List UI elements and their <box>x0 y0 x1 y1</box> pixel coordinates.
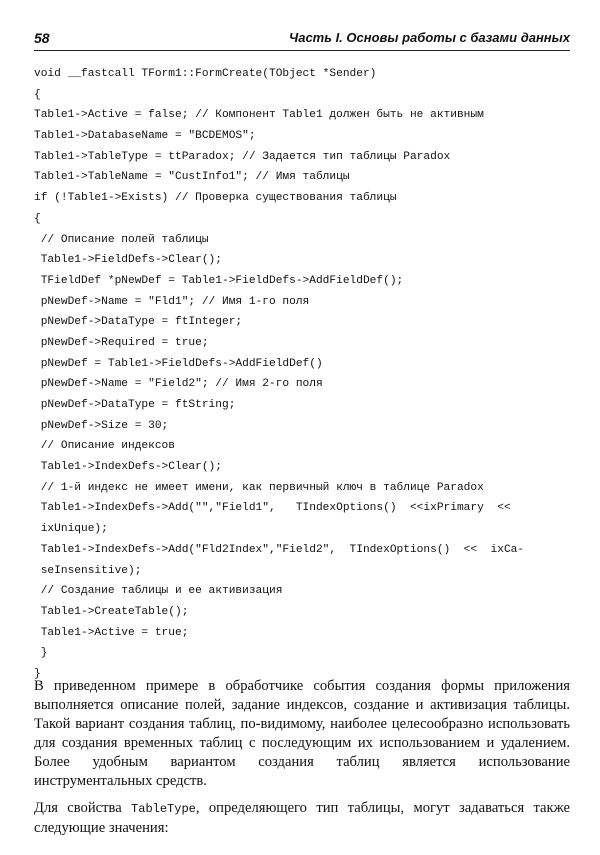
code-line: pNewDef->Required = true; <box>34 336 209 349</box>
code-line: Table1->Active = false; // Компонент Table1 должен быть не активным <box>34 109 484 122</box>
code-line: } <box>34 667 41 680</box>
paragraph-text: , определяющего тип таблицы, могут задаваться также следующие значения: <box>34 800 570 836</box>
header-rule <box>34 50 570 51</box>
code-line: pNewDef->DataType = ftInteger; <box>34 316 243 329</box>
code-line: // Создание таблицы и ее активизация <box>34 585 283 598</box>
page-header <box>34 30 570 50</box>
code-listing <box>34 64 574 685</box>
code-line: pNewDef = Table1->FieldDefs->AddFieldDef() <box>34 357 323 370</box>
paragraph-tabletype <box>34 799 570 838</box>
code-line: // Описание полей таблицы <box>34 233 209 246</box>
code-line: Table1->IndexDefs->Add("Fld2Index","Field2", TIndexOptions() << ixCa- <box>34 543 525 556</box>
code-line: // 1-й индекс не имеет имени, как первичный ключ в таблице Paradox <box>34 481 484 494</box>
code-line: Table1->FieldDefs->Clear(); <box>34 254 222 267</box>
body-text <box>34 677 570 838</box>
code-line: TFieldDef *pNewDef = Table1->FieldDefs->AddFieldDef(); <box>34 274 404 287</box>
code-line: } <box>34 647 48 660</box>
code-line: pNewDef->Name = "Fld1"; // Имя 1-го поля <box>34 295 310 308</box>
code-line: Table1->IndexDefs->Add("","Field1", TIndexOptions() <<ixPrimary << <box>34 502 511 515</box>
code-line: // Описание индексов <box>34 440 175 453</box>
running-head: Часть I. Основы работы с базами данных <box>289 30 570 45</box>
page-number: 58 <box>34 30 50 46</box>
code-line: Table1->TableName = "CustInfo1"; // Имя таблицы <box>34 171 350 184</box>
code-line: ixUnique); <box>34 523 108 536</box>
code-line: pNewDef->DataType = ftString; <box>34 399 236 411</box>
code-line: pNewDef->Size = 30; <box>34 419 169 432</box>
code-line: if (!Table1->Exists) // Проверка существования таблицы <box>34 192 397 205</box>
code-line: seInsensitive); <box>34 564 142 577</box>
code-line: Table1->Active = true; <box>34 626 189 639</box>
code-line: { <box>34 212 41 225</box>
inline-code-tabletype: TableType <box>131 802 196 816</box>
code-line: { <box>34 88 41 101</box>
code-line: Table1->IndexDefs->Clear(); <box>34 461 222 474</box>
code-line: Table1->CreateTable(); <box>34 605 189 618</box>
code-line: Table1->TableType = ttParadox; // Задается тип таблицы Paradox <box>34 150 451 163</box>
paragraph-text: Для свойства <box>34 800 132 816</box>
code-line: pNewDef->Name = "Field2"; // Имя 2-го поля <box>34 378 323 391</box>
paragraph-explanation: В приведенном примере в обработчике события создания формы приложения выполняется описание полей, задание индексов, создание и активизация таблицы. Такой вариант создания таблиц, по-видимому, наиболее целесообразно использовать для создания временных таблиц с последующим их использованием и удалением. Более удобным вариантом создания таблиц является использование инструментальных средств. <box>34 678 570 789</box>
code-line: void __fastcall TForm1::FormCreate(TObject *Sender) <box>34 68 377 80</box>
code-line: Table1->DatabaseName = "BCDEMOS"; <box>34 130 256 143</box>
